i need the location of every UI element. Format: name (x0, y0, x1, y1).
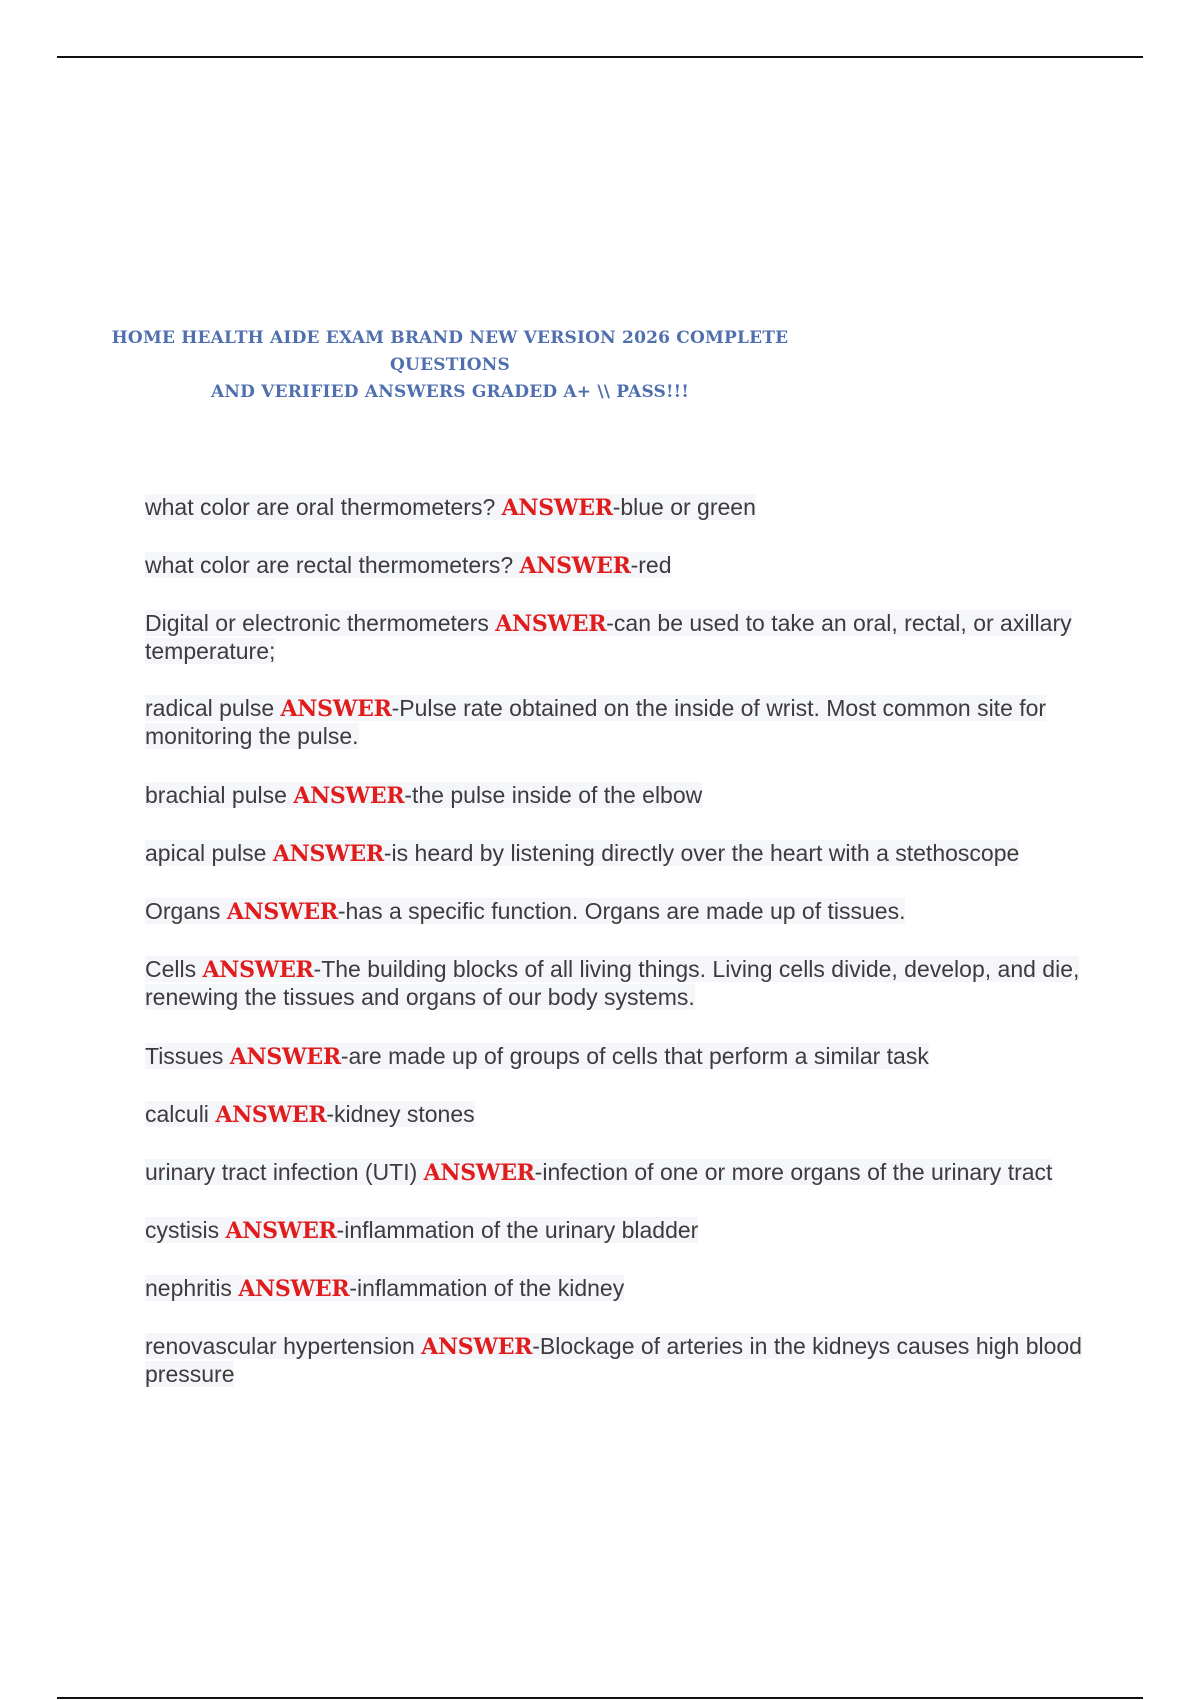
qa-term: cystisis (145, 1217, 220, 1243)
answer-label: ANSWER (226, 899, 338, 925)
qa-list (145, 494, 1095, 1388)
qa-item (145, 1333, 1095, 1388)
qa-definition: -kidney stones (326, 1101, 475, 1127)
answer-label: ANSWER (293, 783, 405, 809)
document-title (110, 325, 790, 406)
qa-item (145, 695, 1095, 750)
qa-term: nephritis (145, 1275, 232, 1301)
answer-label: ANSWER (229, 1044, 341, 1070)
answer-label: ANSWER (238, 1276, 350, 1302)
qa-definition: -infection of one or more organs of the urinary tract (534, 1159, 1053, 1185)
qa-term: Cells (145, 956, 197, 982)
qa-item (145, 610, 1095, 665)
qa-term: apical pulse (145, 840, 267, 866)
answer-label: ANSWER (202, 957, 314, 983)
qa-term: what color are oral thermometers? (145, 494, 496, 520)
answer-label: ANSWER (272, 841, 384, 867)
qa-definition: -Blockage of arteries in the kidneys causes high blood pressure (145, 1333, 1082, 1387)
bottom-rule (57, 1697, 1143, 1699)
qa-definition: -blue or green (612, 494, 756, 520)
qa-term: brachial pulse (145, 782, 287, 808)
qa-definition: -can be used to take an oral, rectal, or axillary temperature; (145, 610, 1072, 664)
qa-item (145, 1101, 1095, 1129)
answer-label: ANSWER (519, 553, 631, 579)
answer-label: ANSWER (421, 1334, 533, 1360)
qa-definition: -inflammation of the kidney (349, 1275, 625, 1301)
qa-definition: -is heard by listening directly over the heart with a stethoscope (383, 840, 1020, 866)
qa-definition: -the pulse inside of the elbow (404, 782, 703, 808)
answer-label: ANSWER (215, 1102, 327, 1128)
qa-definition: -Pulse rate obtained on the inside of wrist. Most common site for monitoring the pulse. (145, 695, 1047, 749)
answer-label: ANSWER (225, 1218, 337, 1244)
qa-term: Tissues (145, 1043, 224, 1069)
qa-item (145, 898, 1095, 926)
qa-definition: -inflammation of the urinary bladder (336, 1217, 699, 1243)
qa-item (145, 1043, 1095, 1071)
qa-definition: -red (630, 552, 672, 578)
qa-definition: -has a specific function. Organs are made up of tissues. (337, 898, 906, 924)
qa-definition: -are made up of groups of cells that perform a similar task (340, 1043, 929, 1069)
qa-term: calculi (145, 1101, 209, 1127)
qa-item (145, 1159, 1095, 1187)
answer-label: ANSWER (280, 696, 392, 722)
qa-item (145, 956, 1095, 1011)
qa-definition: -The building blocks of all living things. Living cells divide, develop, and die, renewing the tissues and organs of our body systems. (145, 956, 1080, 1010)
qa-term: radical pulse (145, 695, 275, 721)
qa-term: urinary tract infection (UTI) (145, 1159, 418, 1185)
qa-item (145, 1275, 1095, 1303)
top-rule (57, 56, 1143, 58)
title-line-1: HOME HEALTH AIDE EXAM BRAND NEW VERSION 2026 COMPLETE QUESTIONS (111, 328, 789, 375)
answer-label: ANSWER (501, 495, 613, 521)
qa-term: renovascular hypertension (145, 1333, 415, 1359)
title-line-2: AND VERIFIED ANSWERS GRADED A+ \\ PASS!!! (210, 382, 690, 402)
qa-item (145, 494, 1095, 522)
qa-item (145, 1217, 1095, 1245)
qa-term: what color are rectal thermometers? (145, 552, 514, 578)
qa-item (145, 840, 1095, 868)
answer-label: ANSWER (423, 1160, 535, 1186)
qa-term: Digital or electronic thermometers (145, 610, 489, 636)
answer-label: ANSWER (495, 611, 607, 637)
qa-term: Organs (145, 898, 221, 924)
qa-item (145, 782, 1095, 810)
qa-item (145, 552, 1095, 580)
